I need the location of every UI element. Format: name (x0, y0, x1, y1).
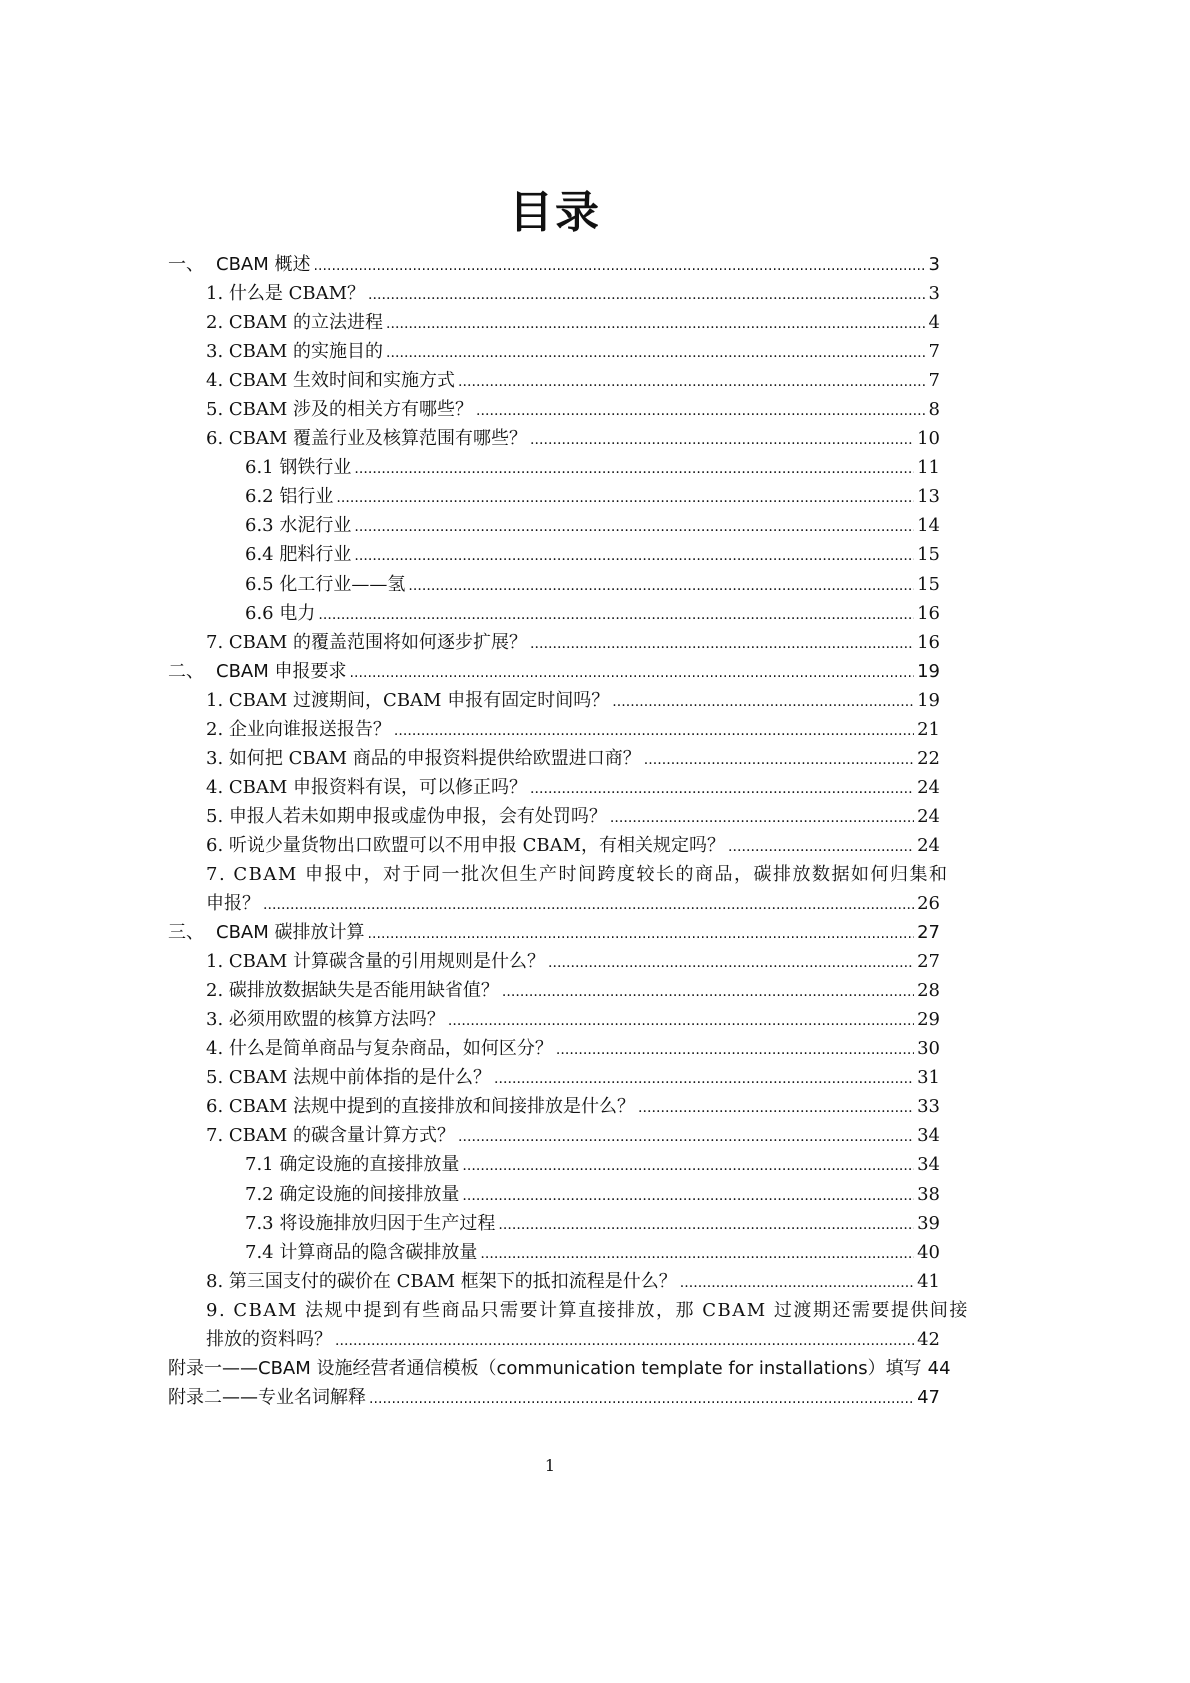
dot-leader (386, 308, 926, 339)
toc-entry-page: 15 (917, 544, 940, 566)
toc-section-number: 一、 (168, 254, 204, 275)
dot-leader (313, 250, 925, 281)
toc-entry-title: 6.5 化工行业——氢 (245, 573, 406, 595)
toc-entry-title: 6.6 电力 (245, 602, 316, 624)
toc-entry-title: 3. CBAM 的实施目的 (206, 341, 384, 363)
toc-entry-page: 13 (917, 486, 940, 508)
toc-entry-title: 5. CBAM 涉及的相关方有哪些？ (206, 399, 474, 421)
toc-entry[interactable] (168, 802, 940, 831)
toc-entry[interactable] (168, 453, 940, 482)
toc-entry-page: 16 (917, 631, 940, 653)
toc-entry[interactable] (168, 308, 940, 337)
dot-leader (548, 947, 914, 978)
toc-entry-page: 24 (917, 805, 940, 827)
dot-leader (318, 599, 914, 630)
dot-leader (458, 366, 926, 397)
toc-entry-page: 47 (917, 1386, 940, 1408)
toc-entry-page: 24 (917, 834, 940, 856)
toc-entry-title: 1. 什么是 CBAM？ (206, 283, 366, 305)
toc-entry-page: 39 (917, 1212, 940, 1234)
dot-leader (354, 540, 914, 571)
toc-entry-title: 5. CBAM 法规中前体指的是什么？ (206, 1067, 492, 1089)
toc-section[interactable] (168, 250, 940, 279)
toc-entry[interactable] (168, 628, 940, 657)
table-of-contents (168, 250, 969, 1412)
toc-entry-page: 21 (917, 718, 940, 740)
toc-entry[interactable] (168, 482, 940, 511)
toc-entry[interactable] (168, 1150, 940, 1179)
toc-entry-page: 3 (928, 254, 940, 275)
dot-leader (680, 1267, 914, 1298)
toc-entry-page: 30 (917, 1038, 940, 1060)
toc-entry-title: 4. 什么是简单商品与复杂商品，如何区分？ (206, 1038, 553, 1060)
toc-entry[interactable] (168, 860, 949, 889)
toc-entry-page: 10 (917, 428, 940, 450)
toc-entry[interactable] (168, 366, 940, 395)
dot-leader (263, 889, 914, 920)
toc-entry-title: 7.4 计算商品的隐含碳排放量 (245, 1241, 478, 1263)
toc-entry-continuation[interactable] (168, 889, 940, 918)
toc-entry-title: 1. CBAM 过渡期间，CBAM 申报有固定时间吗？ (206, 689, 610, 711)
toc-entry-page: 7 (928, 370, 940, 392)
dot-leader (367, 918, 914, 949)
dot-leader (530, 424, 914, 455)
dot-leader (530, 628, 914, 659)
toc-section-number: 三、 (168, 922, 204, 944)
dot-leader (530, 773, 914, 804)
toc-entry-title: 7. CBAM 的覆盖范围将如何逐步扩展？ (206, 631, 528, 653)
toc-entry-title: 6.1 钢铁行业 (245, 457, 352, 479)
toc-entry[interactable] (168, 599, 940, 628)
toc-entry[interactable] (168, 1296, 969, 1325)
toc-entry-page: 8 (928, 399, 940, 421)
toc-entry[interactable] (168, 744, 940, 773)
toc-section[interactable] (168, 918, 940, 947)
toc-entry-title: 3. 如何把 CBAM 商品的申报资料提供给欧盟进口商？ (206, 747, 641, 769)
dot-leader (349, 657, 914, 688)
toc-entry-page: 40 (917, 1241, 940, 1263)
toc-entry-title: 附录一——CBAM 设施经营者通信模板（communication template for installations）填写 (168, 1357, 922, 1379)
toc-entry-page: 34 (917, 1125, 940, 1147)
page-title: 目录 (509, 187, 601, 238)
dot-leader (335, 1325, 914, 1356)
dot-leader (644, 744, 914, 775)
toc-entry[interactable] (168, 831, 940, 860)
toc-entry-title: 6. CBAM 覆盖行业及核算范围有哪些？ (206, 428, 528, 450)
toc-entry[interactable] (168, 1063, 940, 1092)
dot-leader (480, 1238, 914, 1269)
toc-entry-page: 28 (917, 980, 940, 1002)
dot-leader (458, 1121, 914, 1152)
toc-entry-page: 3 (928, 283, 940, 305)
toc-entry[interactable] (168, 773, 940, 802)
toc-entry[interactable] (168, 686, 940, 715)
toc-entry[interactable] (168, 1121, 940, 1150)
toc-entry-page: 34 (917, 1154, 940, 1176)
toc-entry-page: 19 (917, 689, 940, 711)
toc-entry[interactable] (168, 511, 940, 540)
dot-leader (638, 1092, 914, 1123)
toc-entry-page: 11 (917, 457, 940, 479)
toc-entry-title: 2. CBAM 的立法进程 (206, 312, 384, 334)
toc-entry[interactable] (168, 1005, 940, 1034)
dot-leader (462, 1180, 914, 1211)
toc-appendix[interactable] (168, 1383, 940, 1412)
toc-appendix[interactable] (168, 1354, 951, 1383)
dot-leader (476, 395, 926, 426)
toc-entry-page: 27 (917, 951, 940, 973)
toc-entry-title: 7.1 确定设施的直接排放量 (245, 1154, 460, 1176)
toc-entry[interactable] (168, 279, 940, 308)
toc-entry[interactable] (168, 540, 940, 569)
toc-entry-title: 3. 必须用欧盟的核算方法吗？ (206, 1009, 445, 1031)
toc-entry[interactable] (168, 1238, 940, 1267)
toc-entry-continuation[interactable] (168, 1325, 940, 1354)
toc-entry-page: 31 (917, 1067, 940, 1089)
dot-leader (462, 1150, 914, 1181)
toc-entry-page: 15 (917, 573, 940, 595)
toc-entry-title: 4. CBAM 申报资料有误，可以修正吗？ (206, 776, 528, 798)
toc-entry[interactable] (168, 976, 940, 1005)
toc-entry[interactable] (168, 1267, 940, 1296)
toc-entry-title-continued: 排放的资料吗？ (206, 1328, 332, 1350)
toc-entry-title: 7. CBAM 的碳含量计算方式？ (206, 1125, 456, 1147)
toc-entry[interactable] (168, 1180, 940, 1209)
toc-entry-title: 6.2 铝行业 (245, 486, 334, 508)
toc-entry-page: 19 (917, 660, 940, 682)
toc-entry[interactable] (168, 1092, 940, 1121)
toc-entry-title: 6. 听说少量货物出口欧盟可以不用申报 CBAM，有相关规定吗？ (206, 834, 726, 856)
toc-entry-title: 8. 第三国支付的碳价在 CBAM 框架下的抵扣流程是什么？ (206, 1270, 677, 1292)
toc-entry-title: 附录二——专业名词解释 (168, 1386, 366, 1408)
toc-entry-title: 6. CBAM 法规中提到的直接排放和间接排放是什么？ (206, 1096, 636, 1118)
toc-entry[interactable] (168, 1209, 940, 1238)
dot-leader (386, 337, 926, 368)
toc-entry-title: 2. 碳排放数据缺失是否能用缺省值？ (206, 980, 499, 1002)
toc-entry-title: 5. 申报人若未如期申报或虚伪申报，会有处罚吗？ (206, 805, 607, 827)
dot-leader (394, 715, 914, 746)
toc-entry-page: 33 (917, 1096, 940, 1118)
dot-leader (494, 1063, 914, 1094)
toc-entry-page: 7 (928, 341, 940, 363)
dot-leader (612, 686, 914, 717)
toc-entry-page: 42 (917, 1328, 940, 1350)
toc-entry[interactable] (168, 395, 940, 424)
dot-leader (556, 1034, 914, 1065)
toc-entry-page: 44 (927, 1357, 951, 1379)
toc-entry[interactable] (168, 424, 940, 453)
toc-entry-page: 16 (917, 602, 940, 624)
toc-entry-title: 7.2 确定设施的间接排放量 (245, 1183, 460, 1205)
toc-entry-title: 1. CBAM 计算碳含量的引用规则是什么？ (206, 951, 546, 973)
toc-entry-page: 4 (928, 312, 940, 334)
dot-leader (610, 802, 914, 833)
toc-entry[interactable] (168, 1034, 940, 1063)
toc-entry-page: 29 (917, 1009, 940, 1031)
dot-leader (336, 482, 914, 513)
toc-entry-title: 4. CBAM 生效时间和实施方式 (206, 370, 456, 392)
toc-entry-title: CBAM 申报要求 (216, 660, 347, 682)
toc-entry-page: 14 (917, 515, 940, 537)
toc-entry-title: 7. CBAM 申报中，对于同一批次但生产时间跨度较长的商品，碳排放数据如何归集和 (206, 863, 949, 885)
toc-entry-title: CBAM 碳排放计算 (216, 922, 365, 944)
dot-leader (369, 1383, 914, 1414)
dot-leader (354, 511, 914, 542)
toc-entry-title: 6.4 肥料行业 (245, 544, 352, 566)
toc-entry-page: 27 (917, 922, 940, 944)
toc-entry-title: 2. 企业向谁报送报告？ (206, 718, 391, 740)
toc-entry[interactable] (168, 715, 940, 744)
dot-leader (368, 279, 926, 310)
toc-entry-page: 24 (917, 776, 940, 798)
toc-entry-page: 41 (917, 1270, 940, 1292)
toc-entry[interactable] (168, 947, 940, 976)
toc-section[interactable] (168, 657, 940, 686)
toc-entry-title: 9. CBAM 法规中提到有些商品只需要计算直接排放，那 CBAM 过渡期还需要提供间接 (206, 1299, 969, 1321)
dot-leader (502, 976, 914, 1007)
toc-entry-title: 7.3 将设施排放归因于生产过程 (245, 1212, 496, 1234)
dot-leader (498, 1209, 914, 1240)
dot-leader (728, 831, 914, 862)
toc-entry-title: 6.3 水泥行业 (245, 515, 352, 537)
toc-entry-page: 38 (917, 1183, 940, 1205)
toc-entry-title-continued: 申报？ (206, 893, 260, 915)
toc-entry[interactable] (168, 570, 940, 599)
dot-leader (448, 1005, 914, 1036)
toc-section-number: 二、 (168, 660, 204, 682)
toc-entry-page: 26 (917, 893, 940, 915)
dot-leader (354, 453, 914, 484)
toc-entry-page: 22 (917, 747, 940, 769)
dot-leader (408, 570, 914, 601)
toc-entry-title: CBAM 概述 (216, 254, 311, 275)
toc-entry[interactable] (168, 337, 940, 366)
page-number: 1 (544, 1456, 556, 1475)
